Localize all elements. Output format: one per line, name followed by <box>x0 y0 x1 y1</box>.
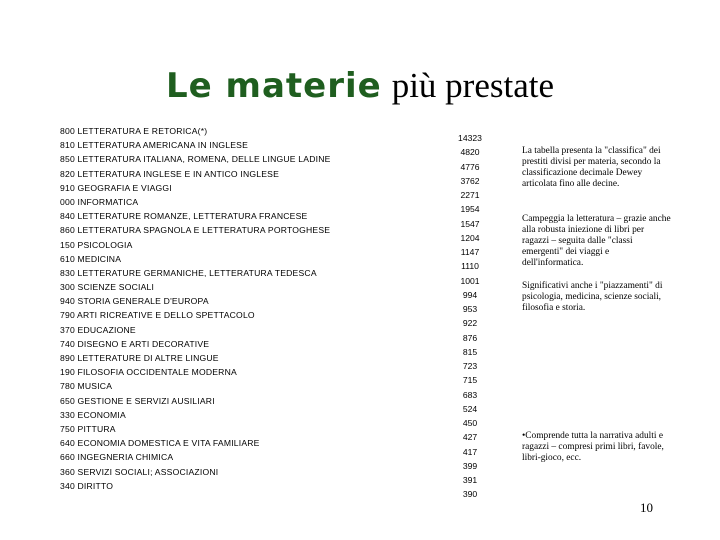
subject-row: 850 LETTERATURA ITALIANA, ROMENA, DELLE LINGUE LADINE <box>60 154 331 165</box>
subject-row: 610 MEDICINA <box>60 253 122 264</box>
subject-row: 910 GEOGRAFIA E VIAGGI <box>60 182 172 193</box>
note-4: •Comprende tutta la narrativa adulti e ragazzi – compresi primi libri, favole, libri-gioco, ecc. <box>522 431 664 463</box>
page-number: 10 <box>640 500 653 515</box>
count-value: 2271 <box>460 190 480 200</box>
count-value: 876 <box>462 332 478 343</box>
count-value: 994 <box>462 289 478 300</box>
count-list <box>440 131 500 502</box>
subject-row: 890 LETTERATURE DI ALTRE LINGUE <box>60 353 219 363</box>
subject-row: 660 INGEGNERIA CHIMICA <box>60 452 174 463</box>
note-2: Campeggia la letteratura – grazie anche alla robusta iniezione di libri per ragazzi – seguita dalle "classi emergenti" dei viaggi e dell'informatica. <box>522 214 671 268</box>
count-value: 14323 <box>458 133 482 143</box>
count-value: 390 <box>462 489 478 500</box>
subject-row: 810 LETTERATURA AMERICANA IN INGLESE <box>60 140 249 151</box>
count-value: 450 <box>462 418 478 428</box>
subject-row: 840 LETTERATURE ROMANZE, LETTERATURA FRANCESE <box>60 211 308 222</box>
subject-row: 800 LETTERATURA E RETORICA(*) <box>60 126 208 136</box>
count-value: 1204 <box>460 232 480 243</box>
subject-row: 780 MUSICA <box>60 381 113 392</box>
subject-row: 370 EDUCAZIONE <box>60 324 136 335</box>
subject-row: 190 FILOSOFIA OCCIDENTALE MODERNA <box>60 367 237 378</box>
subject-row: 820 LETTERATURA INGLESE E IN ANTICO INGLESE <box>60 168 280 179</box>
count-value: 922 <box>462 318 478 329</box>
subject-row: 000 INFORMATICA <box>60 196 139 207</box>
count-value: 3762 <box>460 175 480 186</box>
count-value: 1954 <box>460 204 480 215</box>
count-value: 427 <box>462 432 478 443</box>
subject-row: 340 DIRITTO <box>60 480 114 491</box>
count-value: 1547 <box>460 218 480 229</box>
count-value: 715 <box>462 375 478 386</box>
subject-row: 640 ECONOMIA DOMESTICA E VITA FAMILIARE <box>60 438 260 449</box>
count-value: 1110 <box>461 261 479 272</box>
count-value: 1147 <box>460 247 480 257</box>
subject-row: 360 SERVIZI SOCIALI; ASSOCIAZIONI <box>60 466 219 477</box>
title-bold: Le materie <box>165 66 382 106</box>
count-value: 683 <box>462 389 478 400</box>
subject-row: 750 PITTURA <box>60 423 116 434</box>
title-rest: più prestate <box>391 66 555 105</box>
subject-row: 330 ECONOMIA <box>60 409 126 420</box>
subject-row: 830 LETTERATURE GERMANICHE, LETTERATURA TEDESCA <box>60 267 317 278</box>
count-value: 723 <box>462 361 478 371</box>
count-value: 417 <box>462 446 478 457</box>
count-value: 1001 <box>460 275 480 286</box>
count-value: 953 <box>462 304 478 314</box>
subject-row: 740 DISEGNO E ARTI DECORATIVE <box>60 338 210 349</box>
subject-row: 860 LETTERATURA SPAGNOLA E LETTERATURA PORTOGHESE <box>60 225 331 236</box>
count-value: 4776 <box>460 161 480 172</box>
count-value: 524 <box>462 403 478 414</box>
subject-row: 150 PSICOLOGIA <box>60 239 133 250</box>
subject-row: 790 ARTI RICREATIVE E DELLO SPETTACOLO <box>60 310 255 321</box>
count-value: 399 <box>462 460 478 471</box>
count-value: 4820 <box>460 147 480 158</box>
count-value: 815 <box>462 346 478 357</box>
subject-row: 300 SCIENZE SOCIALI <box>60 282 155 293</box>
subject-row: 940 STORIA GENERALE D'EUROPA <box>60 296 209 307</box>
page-title <box>0 66 720 106</box>
count-value: 391 <box>462 475 478 485</box>
subject-list <box>60 124 360 493</box>
note-1: La tabella presenta la "classifica" dei prestiti divisi per materia, secondo la classificazione decimale Dewey articolata fino alle decine. <box>522 146 661 189</box>
subject-row: 650 GESTIONE E SERVIZI AUSILIARI <box>60 395 215 406</box>
note-3: Significativi anche i "piazzamenti" di psicologia, medicina, scienze sociali, filosofia e storia. <box>522 281 663 313</box>
